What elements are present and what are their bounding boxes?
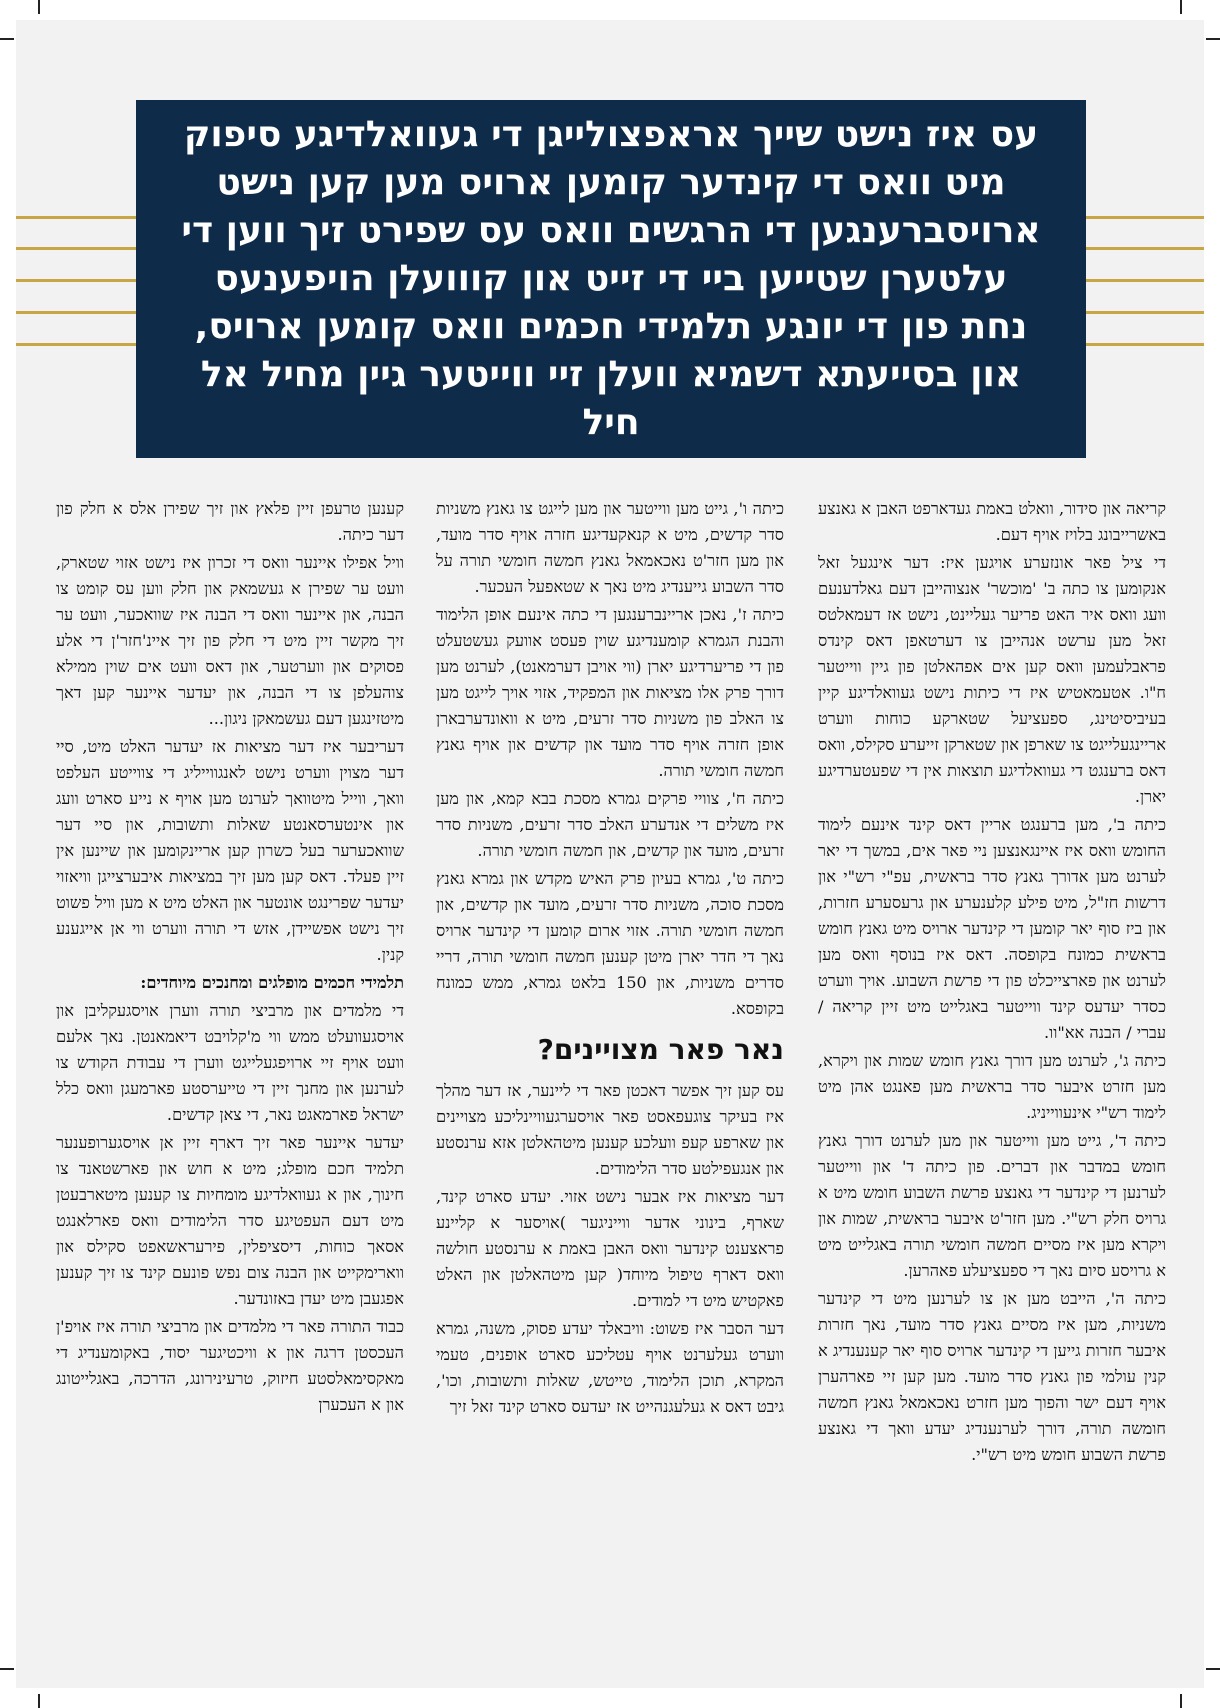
gold-line-left-3 xyxy=(16,279,136,282)
crop-mark-bottom-left-h xyxy=(0,1668,14,1670)
crop-mark-bottom-right-h xyxy=(1206,1668,1220,1670)
gold-line-right-2 xyxy=(1086,247,1204,250)
gold-line-right-5 xyxy=(1086,343,1204,346)
gold-line-right-4 xyxy=(1086,311,1204,314)
paragraph: כיתה ז', נאכן אריינברענגען די כתה אינעם אופן הלימוד והבנת הגמרא קומענדיגע שוין פעסט אוועק געשטעלט פון די פריערדיגע יארן (ווי אויבן דערמאנט), לערנט מען דורך פרק אלו מציאות און המפקיד, אזוי אויך לייגט מען צו האלב פון משניות סדר זרעים, מיט א וואונדערבארן אופן חזרה אויף סדר מועד און קדשים און אויף גאנץ חמשה חומשי תורה. xyxy=(436,605,784,780)
pull-quote-text: עס איז נישט שייך אראפצולייגן די געוואלדיגע סיפוק מיט וואס די קינדער קומען ארויס מען קען נישט ארויסברענגען די הרגשים וואס עס שפירט זיך ווען די עלטערן שטייען ביי די זייט און קווועלן הויפענעס נחת פון די יונגע תלמידי חכמים וואס קומען ארויס, און בסייעתא דשמיא וועלן זיי ווייטער גיין מחיל אל חיל xyxy=(181,114,1041,443)
paragraph: כיתה ג', לערנט מען דורך גאנץ חומש שמות און ויקרא, מען חזרט איבער סדר בראשית מען פאנגט אהן מיט לימוד רש"י אינעווייניג. xyxy=(818,1051,1166,1122)
paragraph: כיתה ה', הייבט מען אן צו לערנען מיט די קינדער משניות, מען איז מסיים גאנץ סדר מועד, נאך חזרות איבער חזרות גייען די קינדער ארויס סוף יאר קענענדיג א קנין עולמי פון גאנץ סדר מועד. מען קען זיי פארהערן אויף דעם ישר והפוך מען חזרט נאכאמאל גאנץ חמשה חומשה תורה, דורך לערנענדיג יעדע וואך די גאנצע פרשת השבוע חומש מיט רש"י. xyxy=(818,1289,1166,1464)
paragraph: כיתה ח', צוויי פרקים גמרא מסכת בבא קמא, און מען איז משלים די אנדערע האלב סדר זרעים, משניות סדר זרעים, מועד און קדשים, און חמשה חומשי תורה. xyxy=(436,789,784,860)
paragraph: דער הסבר איז פשוט: וויבאלד יעדע פסוק, משנה, גמרא ווערט געלערנט אויף עטליכע סארט אופנים, טעמי המקרא, תוכן הלימוד, טייטש, שאלות ותשובות, וכו', גיבט דאס א געלעגנהייט אז יעדעס סארט קינד זאל זיך xyxy=(436,1319,784,1416)
crop-mark-top-left-v xyxy=(38,0,40,14)
paragraph: עס קען זיך אפשר דאכטן פאר די ליינער, אז דער מהלך איז בעיקר צוגעפאסט פאר אויסערגעוויינליכע מצויינים און שארפע קעפ וועלכע קענען מיטהאלטן אזא ערנסטע און אנגעפילטע סדר הלימודים. xyxy=(436,1081,784,1178)
gold-line-right-3 xyxy=(1086,279,1204,282)
pull-quote-box xyxy=(136,100,1086,458)
crop-mark-bottom-right-v xyxy=(1180,1694,1182,1708)
gold-line-left-1 xyxy=(16,216,136,219)
gold-line-left-2 xyxy=(16,247,136,250)
paragraph: דער מציאות איז אבער נישט אזוי. יעדע סארט קינד, שארף, בינוני אדער ווייניגער )אויסער א קליינע פראצענט קינדער וואס האבן באמת א ערנסטע חולשה וואס דארף טיפול מיוחד( קען מיטהאלטן און האלט פאקטיש מיט די למודים. xyxy=(436,1187,784,1310)
paragraph: דעריבער איז דער מציאות אז יעדער האלט מיט, סיי דער מצוין ווערט נישט לאנגווייליג די צווייטע העלפט וואך, ווייל מיטוואך לערנט מען אויף א נייע סארט וועג און אינטערסאנטע שאלות ותשובות, און סיי דער שוואכערער בעל כשרון קען אריינקומען און שיינען אין זיין פעלד. דאס קען מען זיך במציאות איבערצייגן וויאזוי יעדער שפרינגט אונטער און האלט מיט א מען וויל פשוט זיך נישט אפשיידן, אזש די תורה ווערט ווי אן אייגענע קנין. xyxy=(56,737,404,964)
crop-mark-top-right-h xyxy=(1206,38,1220,40)
paragraph-heading: תלמידי חכמים מופלגים ומחנכים מיוחדים: xyxy=(140,973,404,992)
paragraph: כבוד התורה פאר די מלמדים און מרביצי תורה איז אויפ'ן העכסטן דרגה און א וויכטיגער יסוד, באקומענדיג די מאקסימאלסטע חיזוק, טרעינירונג, הדרכה, באגלייטונג און א העכערן xyxy=(56,1317,404,1414)
paragraph: כיתה ו', גייט מען ווייטער און מען לייגט צו גאנץ משניות סדר קדשים, מיט א קנאקעדיגע חזרה אויף סדר מועד, און מען חזר'ט נאכאמאל גאנץ חמשה חומשי תורה על סדר השבוע גייענדיג מיט נאך א שטאפעל העכער. xyxy=(436,499,784,596)
gold-line-left-4 xyxy=(16,311,136,314)
paragraph: יעדער איינער פאר זיך דארף זיין אן אויסגערופענער תלמיד חכם מופלג; מיט א חוש און פארשטאנד צו חינוך, און א געוואלדיגע מומחיות צו קענען מיטארבעטן מיט דעם העפטיגע סדר הלימודים וואס פארלאנגט אסאך כוחות, דיסציפלין, פירעראשאפט סקילס און ווארימקייט און הבנה צום נפש פונעם קינד צו זיך קענען אפגעבן מיט יעדן באזונדער. xyxy=(56,1133,404,1308)
paragraph: קריאה און סידור, וואלט באמת געדארפט האבן א גאנצע באשרייבונג בלויז אויף דעם. xyxy=(818,499,1166,544)
paragraph: וויל אפילו איינער וואס די זכרון איז נישט אזוי שטארק, וועט ער שפירן א געשמאק און חלק ווען עס קומט צו הבנה, און איינער וואס די הבנה איז שוואכער, וועט ער זיך מקשר זיין מיט די חלק פון זיך איינ'חזר'ן די אלע פסוקים און ווערטער, און דאס וועט אים שוין ממילא צוהעלפן צו די הבנה, און יעדער איינער קען דאך מיטזינגען דעם געשמאקן ניגון... xyxy=(56,553,404,728)
text-column-left xyxy=(56,496,404,1586)
gold-line-left-5 xyxy=(16,343,136,346)
gold-line-right-1 xyxy=(1086,216,1204,219)
crop-mark-top-left-h xyxy=(0,38,14,40)
crop-mark-top-right-v xyxy=(1180,0,1182,14)
text-column-middle xyxy=(436,496,784,1586)
paragraph: די ציל פאר אונזערע אויגען איז: דער אינגעל זאל אנקומען צו כתה ב' 'מוכשר' אנצוהייבן דעם גאלדענעם וועג וואס איר האט פריער געליינט, נישט אז דעמאלטס זאל מען ערשט אנהייבן צו דערטאפן דאס קינדס פראבלעמען וואס קען אים אפהאלטן פון גיין ווייטער ח"ו. אטעמאטיש איז די כיתות נישט געוואלדיגע קיין בעיביסיטינג, ספעציעל שטארקע כוחות ווערט אריינגעלייגט צו שארפן און שטארקן זייערע סקילס, וואס דאס ברענגט די געוואלדיגע תוצאות אין די שפעטערדיגע יארן. xyxy=(818,553,1166,806)
text-column-right xyxy=(818,496,1166,1586)
paragraph: כיתה ב', מען ברענגט אריין דאס קינד אינעם לימוד החומש וואס איז איינגאנצען ניי פאר אים, במשך די יאר לערנט מען אדורך גאנץ סדר בראשית, עפ"י רש"י און דרשות חז"ל, מיט פילע קלענערע און גרעסערע חזרות, און ביז סוף יאר קומען די קינדער ארויס מיט גאנץ חומש בראשית כמונח בקופסה. דאס איז בנוסף וואס מען לערנט און פארצייכלט פון די פרשת השבוע. אויך ווערט כסדר יעדעס קינד ווייטער באגלייט מיט זיין קריאה / עברי / הבנה אא"וו. xyxy=(818,815,1166,1042)
paragraph: די מלמדים און מרביצי תורה ווערן אויסגעקליבן און אויסגעוועלט ממש ווי מ'קלויבט דיאמאנטן. נאך אלעם וועט אויף זיי ארויפגעלייגט ווערן די עבודת הקודש צו לערנען און מחנך זיין די טייערסטע פארמעגן וואס כלל ישראל פארמאגט נאר, די צאן קדשים. xyxy=(56,1001,404,1124)
paragraph: כיתה ט', גמרא בעיון פרק האיש מקדש און גמרא גאנץ מסכת סוכה, משניות סדר זרעים, מועד און קדשים, און חמשה חומשי תורה. אזוי ארום קומען די קינדער ארויס נאך די חדר יארן מיטן קענען חמשה חומשי תורה, דריי סדרים משניות, און 150 בלאט גמרא, ממש כמונח בקופסא. xyxy=(436,869,784,1018)
paragraph: קענען טרעפן זיין פלאץ און זיך שפירן אלס א חלק פון דער כיתה. xyxy=(56,499,404,544)
paragraph: כיתה ד', גייט מען ווייטער און מען לערנט דורך גאנץ חומש במדבר און דברים. פון כיתה ד' און ווייטער לערנען די קינדער די גאנצע פרשת השבוע חומש מיט א גרויס חלק רש"י. מען חזר'ט איבער בראשית, שמות און ויקרא מען איז מסיים חמשה חומשי תורה באגלייט מיט א גרויסע סיום נאך די ספעציעלע פאהרען. xyxy=(818,1131,1166,1280)
section-subheading: נאר פאר מצויינים? xyxy=(537,1033,784,1066)
crop-mark-bottom-left-v xyxy=(38,1694,40,1708)
